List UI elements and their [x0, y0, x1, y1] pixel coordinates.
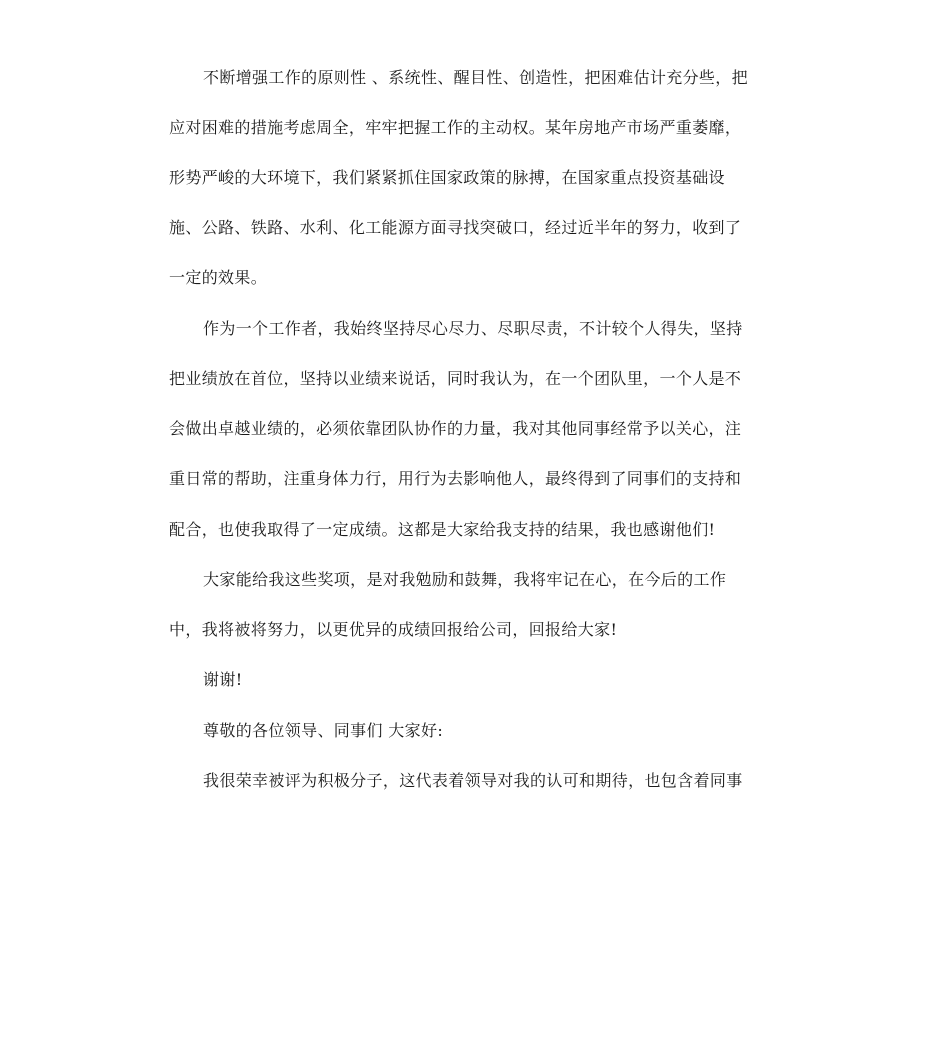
text-line: 应对困难的措施考虑周全，牢牢把握工作的主动权。某年房地产市场严重萎靡， — [169, 118, 742, 137]
text-line: 中，我将被将努力，以更优异的成绩回报给公司，回报给大家! — [169, 620, 618, 639]
text-line: 大家能给我这些奖项，是对我勉励和鼓舞，我将牢记在心，在今后的工作 — [203, 570, 727, 589]
text-line: 重日常的帮助，注重身体力行，用行为去影响他人，最终得到了同事们的支持和 — [169, 469, 742, 488]
text-line: 不断增强工作的原则性 、系统性、醒目性、创造性，把困难估计充分些，把 — [203, 68, 748, 87]
text-line: 形势严峻的大环境下，我们紧紧抓住国家政策的脉搏，在国家重点投资基础设 — [169, 168, 725, 187]
text-line: 谢谢! — [203, 670, 243, 689]
text-line: 施、公路、铁路、水利、化工能源方面寻找突破口，经过近半年的努力，收到了 — [169, 218, 742, 237]
text-line: 一定的效果。 — [169, 268, 268, 287]
text-line: 作为一个工作者，我始终坚持尽心尽力、尽职尽责，不计较个人得失，坚持 — [203, 319, 743, 338]
text-line: 尊敬的各位领导、同事们 大家好: — [203, 721, 444, 740]
text-line: 我很荣幸被评为积极分子，这代表着领导对我的认可和期待，也包含着同事 — [203, 771, 743, 790]
text-line: 配合，也使我取得了一定成绩。这都是大家给我支持的结果，我也感谢他们! — [169, 520, 716, 539]
text-line: 会做出卓越业绩的，必须依靠团队协作的力量，我对其他同事经常予以关心，注 — [169, 419, 742, 438]
text-line: 把业绩放在首位，坚持以业绩来说话，同时我认为，在一个团队里，一个人是不 — [169, 369, 742, 388]
